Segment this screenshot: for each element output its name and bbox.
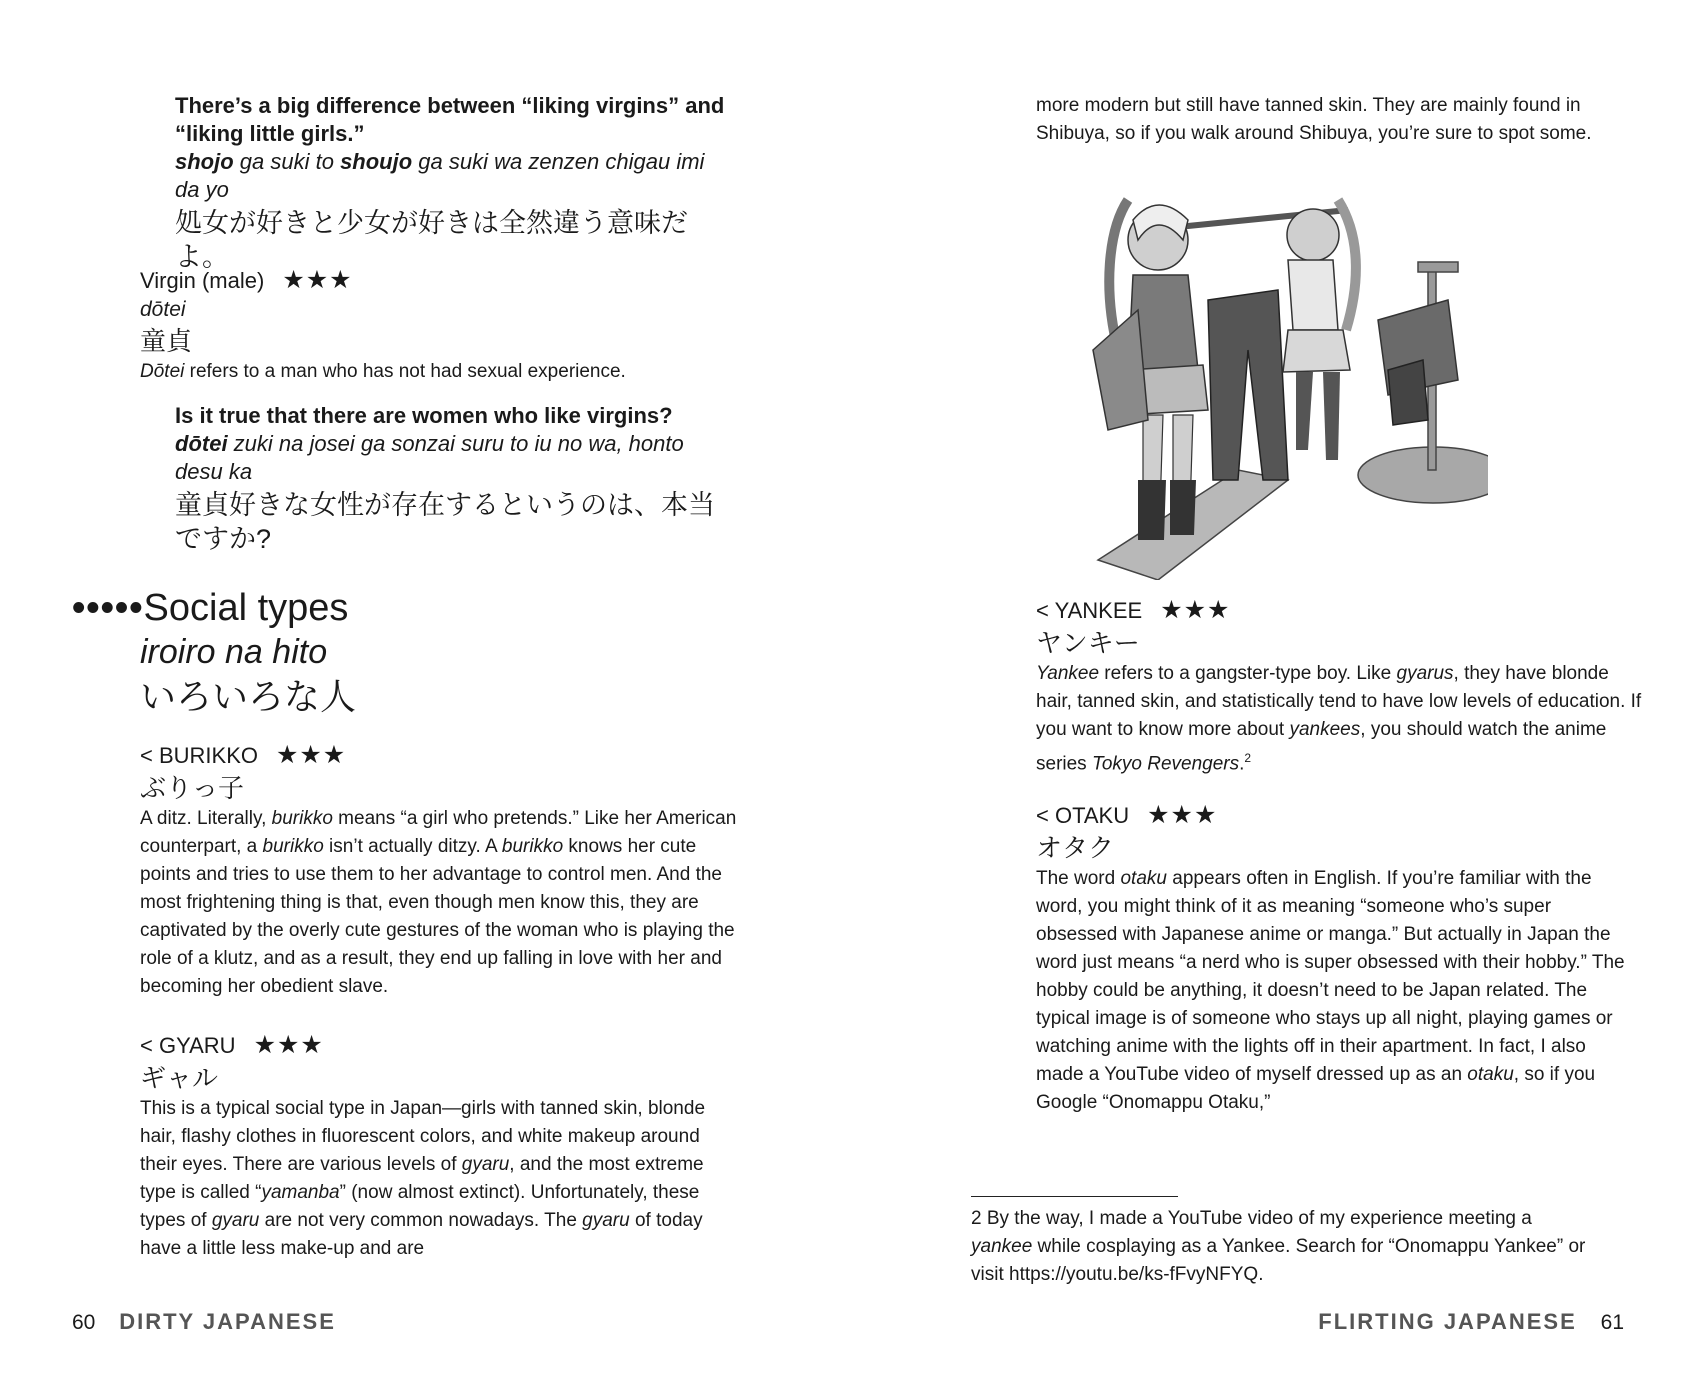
example-virgins-girls	[175, 92, 735, 274]
entry-definition: The word otaku appears often in English. If you’re familiar with the word, you might think of it as meaning “someone who’s super obsessed with Japanese anime or manga.” But actually in Japan the word just means “a nerd who is super obsessed with their hobby.” The hobby could be anything, it doesn’t need to be Japan related. The typical image is of someone who stays up all night, playing games or watching anime with the lights off in their apartment. In fact, I also made a YouTube video of myself dressed up as an otaku, so if you Google “Onomappu Otaku,”	[1036, 868, 1625, 1113]
shopping-girls-illustration	[1088, 180, 1488, 580]
footnote-ref[interactable]: 2	[1244, 751, 1252, 765]
entry-heading: < OTAKU ★★★	[1036, 801, 1218, 829]
book-title: DIRTY JAPANESE	[119, 1309, 336, 1334]
footnote: 2 By the way, I made a YouTube video of my experience meeting a yankee while cosplaying as a Yankee. Search for “Onomappu Yankee” or visit https://youtu.be/ks-fFvyNFYQ.	[971, 1208, 1586, 1285]
book-section-title: FLIRTING JAPANESE	[1318, 1309, 1577, 1334]
entry-definition: A ditz. Literally, burikko means “a girl who pretends.” Like her American counterpart, a burikko isn’t actually ditzy. A burikko knows her cute points and tries to use them to her advantage to control men. And the most frightening thing is that, even though men know this, they are captivated by the overly cute gestures of the woman who is playing the role of a klutz, and as a result, they end up falling in love with her and becoming her obedient slave.	[140, 808, 737, 997]
example-japanese: 童貞好きな女性が存在するというのは、本当ですか?	[175, 490, 715, 554]
continued-text: more modern but still have tanned skin. They are mainly found in Shibuya, so if you walk around Shibuya, you’re sure to spot some.	[1036, 95, 1592, 144]
footnote-divider	[971, 1196, 1178, 1197]
section-social-types	[72, 585, 356, 721]
example-romaji: shojo ga suki to shoujo ga suki wa zenzen chigau imi da yo	[175, 149, 705, 202]
section-kanji: いろいろな人	[140, 676, 357, 717]
entry-definition: Yankee refers to a gangster-type boy. Like gyarus, they have blonde hair, tanned skin, and statistically tend to have low levels of education. If you want to know more about yankees, you should watch the anime series Tokyo Revengers.$^2$	[1036, 663, 1642, 775]
example-romaji: dōtei zuki na josei ga sonzai suru to iu no wa, honto desu ka	[175, 431, 684, 484]
entry-definition: This is a typical social type in Japan—girls with tanned skin, blonde hair, flashy clothes in fluorescent colors, and white makeup around their eyes. There are various levels of gyaru, and the most extreme type is called “yamanba” (now almost extinct). Unfortunately, these types of gyaru are not very common nowadays. The gyaru of today have a little less make-up and are	[140, 1098, 706, 1259]
rating-stars: ★★★	[282, 266, 353, 294]
rating-stars: ★★★	[1147, 801, 1218, 829]
example-women-like-virgins	[175, 402, 735, 556]
entry-gyaru	[140, 1030, 740, 1263]
rating-stars: ★★★	[1160, 596, 1231, 624]
entry-kana: オタク	[1036, 833, 1115, 863]
page-number: 60	[72, 1311, 96, 1334]
entry-heading: Virgin (male) ★★★	[140, 266, 353, 294]
entry-heading: < GYARU ★★★	[140, 1031, 324, 1059]
section-romaji: iroiro na hito	[140, 633, 328, 671]
example-english: There’s a big difference between “liking virgins” and “liking little girls.”	[175, 93, 725, 146]
entry-definition: Dōtei refers to a man who has not had sexual experience.	[140, 361, 626, 382]
entry-kana: ヤンキー	[1036, 628, 1140, 658]
entry-kana: ギャル	[140, 1063, 219, 1093]
page-number: 61	[1600, 1311, 1624, 1334]
right-page	[848, 0, 1696, 1396]
left-footer	[72, 1308, 336, 1337]
entry-heading: < BURIKKO ★★★	[140, 741, 347, 769]
entry-heading: < YANKEE ★★★	[1036, 596, 1231, 624]
rating-stars: ★★★	[253, 1031, 324, 1059]
entry-otaku	[1036, 800, 1636, 1117]
example-japanese: 処女が好きと少女が好きは全然違う意味だよ。	[175, 208, 688, 272]
entry-yankee	[1036, 595, 1642, 778]
section-title: •••••Social types	[72, 587, 349, 629]
entry-kana: ぶりっ子	[140, 773, 245, 803]
rating-stars: ★★★	[275, 741, 347, 769]
entry-virgin	[140, 265, 740, 386]
example-english: Is it true that there are women who like virgins?	[175, 403, 673, 428]
entry-romaji: dōtei	[140, 298, 186, 321]
entry-burikko	[140, 740, 740, 1001]
right-footer	[1318, 1308, 1624, 1337]
entry-kanji: 童貞	[140, 326, 193, 356]
